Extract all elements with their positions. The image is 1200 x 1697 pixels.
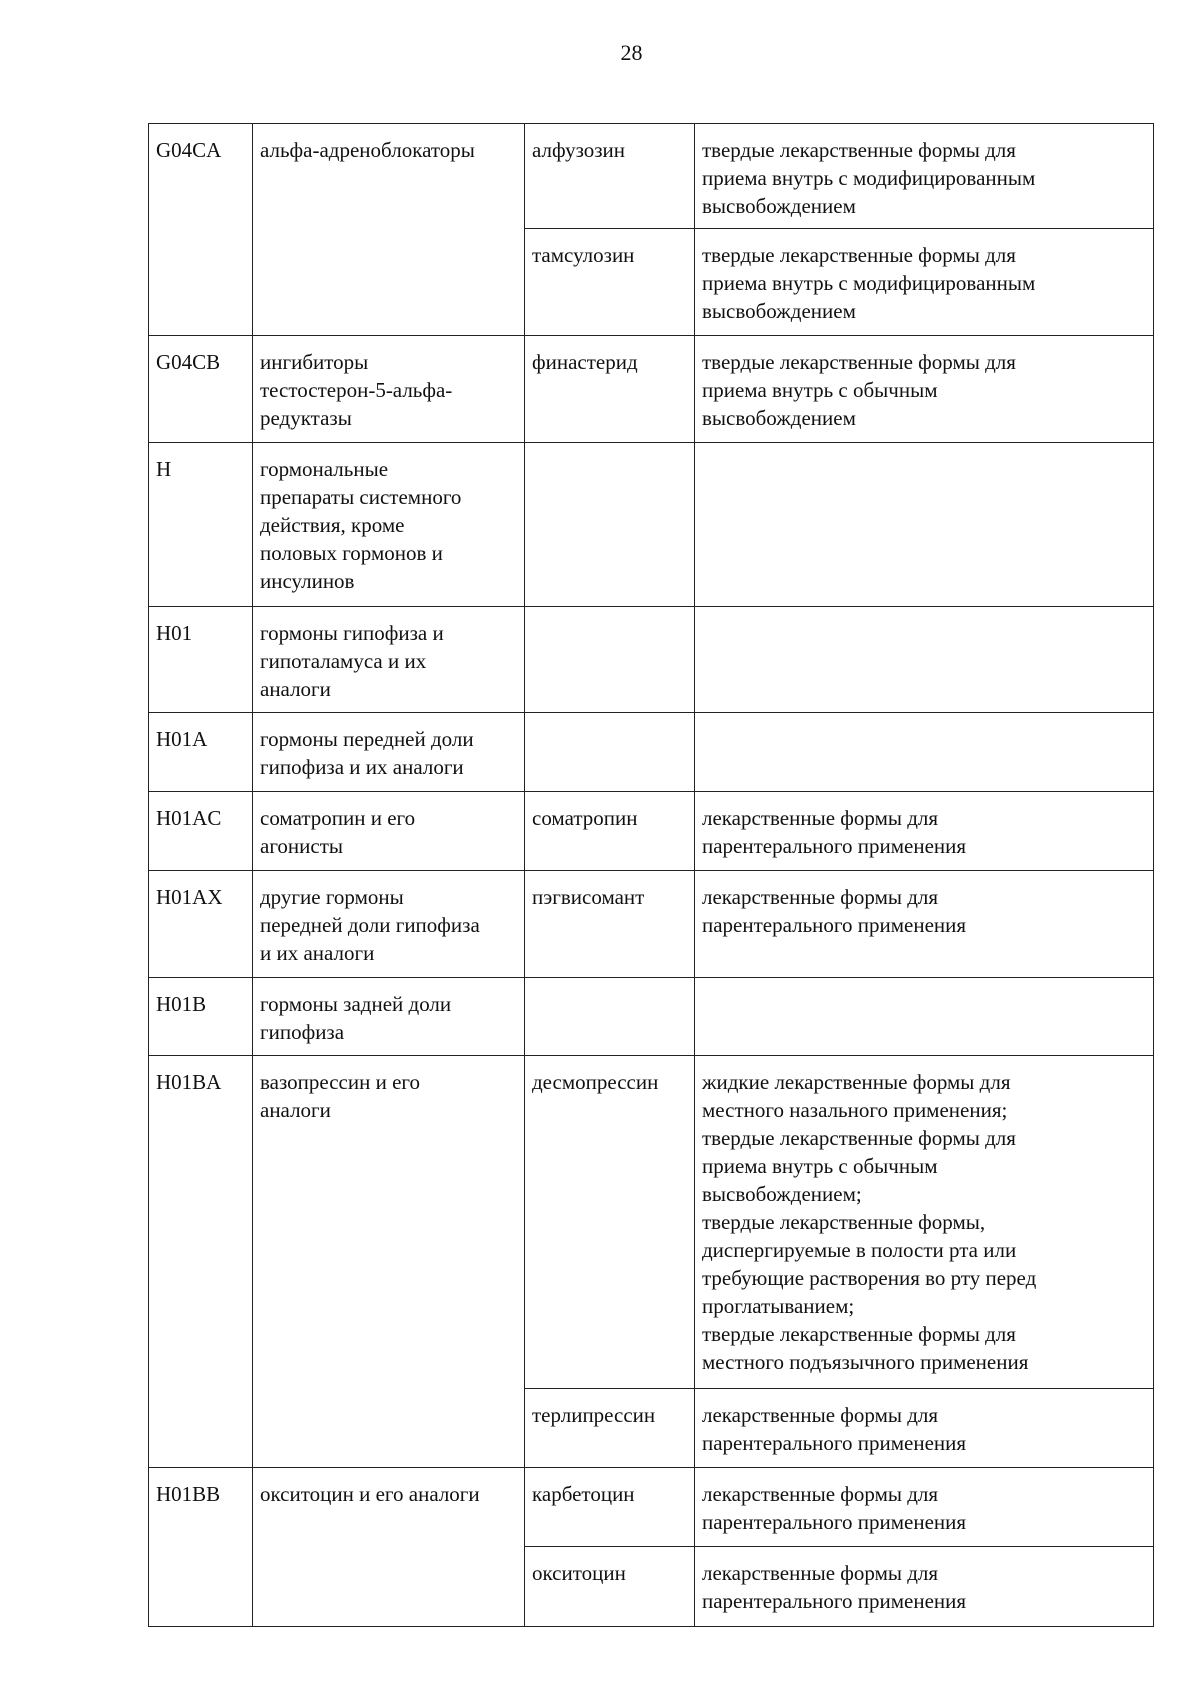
atc-code-cell: H01AX [149, 871, 253, 978]
drug-name-cell: карбетоцин [525, 1468, 695, 1547]
dosage-form-cell: лекарственные формы для парентерального применения [695, 871, 1154, 978]
dosage-form-cell [695, 978, 1154, 1056]
table-row [149, 792, 1154, 871]
table-row [149, 978, 1154, 1056]
group-name-cell: гормоны передней доли гипофиза и их аналоги [253, 713, 525, 792]
drug-name-cell [525, 978, 695, 1056]
dosage-form-cell [695, 607, 1154, 713]
dosage-form-cell: твердые лекарственные формы для приема внутрь с модифицированным высвобождением [695, 229, 1154, 336]
table-row [149, 713, 1154, 792]
table-row [149, 871, 1154, 978]
table-row [149, 336, 1154, 443]
atc-code-cell: G04CB [149, 336, 253, 443]
drug-name-cell: терлипрессин [525, 1389, 695, 1468]
group-name-cell: ингибиторы тестостерон-5-альфа- редуктазы [253, 336, 525, 443]
page-number: 28 [620, 40, 643, 65]
group-name-cell: гормоны задней доли гипофиза [253, 978, 525, 1056]
dosage-form-cell: жидкие лекарственные формы для местного назального применения; твердые лекарственные формы для приема внутрь с обычным высвобождением; твердые лекарственные формы, диспергируемые в полости рта или требующие растворения во рту перед проглатыванием; твердые лекарственные формы для местного подъязычного применения [695, 1056, 1154, 1389]
atc-code-cell: H01AC [149, 792, 253, 871]
table-row [149, 124, 1154, 229]
atc-drug-table [148, 123, 1154, 1627]
atc-code-cell: H [149, 443, 253, 607]
dosage-form-cell: лекарственные формы для парентерального применения [695, 1468, 1154, 1547]
dosage-form-cell: лекарственные формы для парентерального применения [695, 792, 1154, 871]
dosage-form-cell [695, 443, 1154, 607]
group-name-cell: другие гормоны передней доли гипофиза и их аналоги [253, 871, 525, 978]
table-row [149, 607, 1154, 713]
drug-name-cell: десмопрессин [525, 1056, 695, 1389]
drug-name-cell [525, 713, 695, 792]
atc-code-cell: H01BA [149, 1056, 253, 1468]
dosage-form-cell: лекарственные формы для парентерального применения [695, 1389, 1154, 1468]
drug-name-cell: алфузозин [525, 124, 695, 229]
atc-code-cell: H01 [149, 607, 253, 713]
table-row [149, 443, 1154, 607]
drug-name-cell [525, 443, 695, 607]
table-row [149, 1056, 1154, 1389]
dosage-form-cell [695, 713, 1154, 792]
table-row [149, 1468, 1154, 1547]
drug-name-cell: окситоцин [525, 1547, 695, 1627]
atc-code-cell: H01A [149, 713, 253, 792]
group-name-cell: соматропин и его агонисты [253, 792, 525, 871]
dosage-form-cell: твердые лекарственные формы для приема внутрь с модифицированным высвобождением [695, 124, 1154, 229]
group-name-cell: окситоцин и его аналоги [253, 1468, 525, 1627]
drug-name-cell: пэгвисомант [525, 871, 695, 978]
dosage-form-cell: твердые лекарственные формы для приема внутрь с обычным высвобождением [695, 336, 1154, 443]
drug-name-cell: тамсулозин [525, 229, 695, 336]
drug-name-cell: соматропин [525, 792, 695, 871]
group-name-cell: вазопрессин и его аналоги [253, 1056, 525, 1468]
atc-code-cell: H01BB [149, 1468, 253, 1627]
drug-name-cell: финастерид [525, 336, 695, 443]
group-name-cell: гормональные препараты системного действия, кроме половых гормонов и инсулинов [253, 443, 525, 607]
dosage-form-cell: лекарственные формы для парентерального применения [695, 1547, 1154, 1627]
group-name-cell: гормоны гипофиза и гипоталамуса и их аналоги [253, 607, 525, 713]
atc-code-cell: G04CA [149, 124, 253, 336]
group-name-cell: альфа-адреноблокаторы [253, 124, 525, 336]
atc-code-cell: H01B [149, 978, 253, 1056]
drug-name-cell [525, 607, 695, 713]
